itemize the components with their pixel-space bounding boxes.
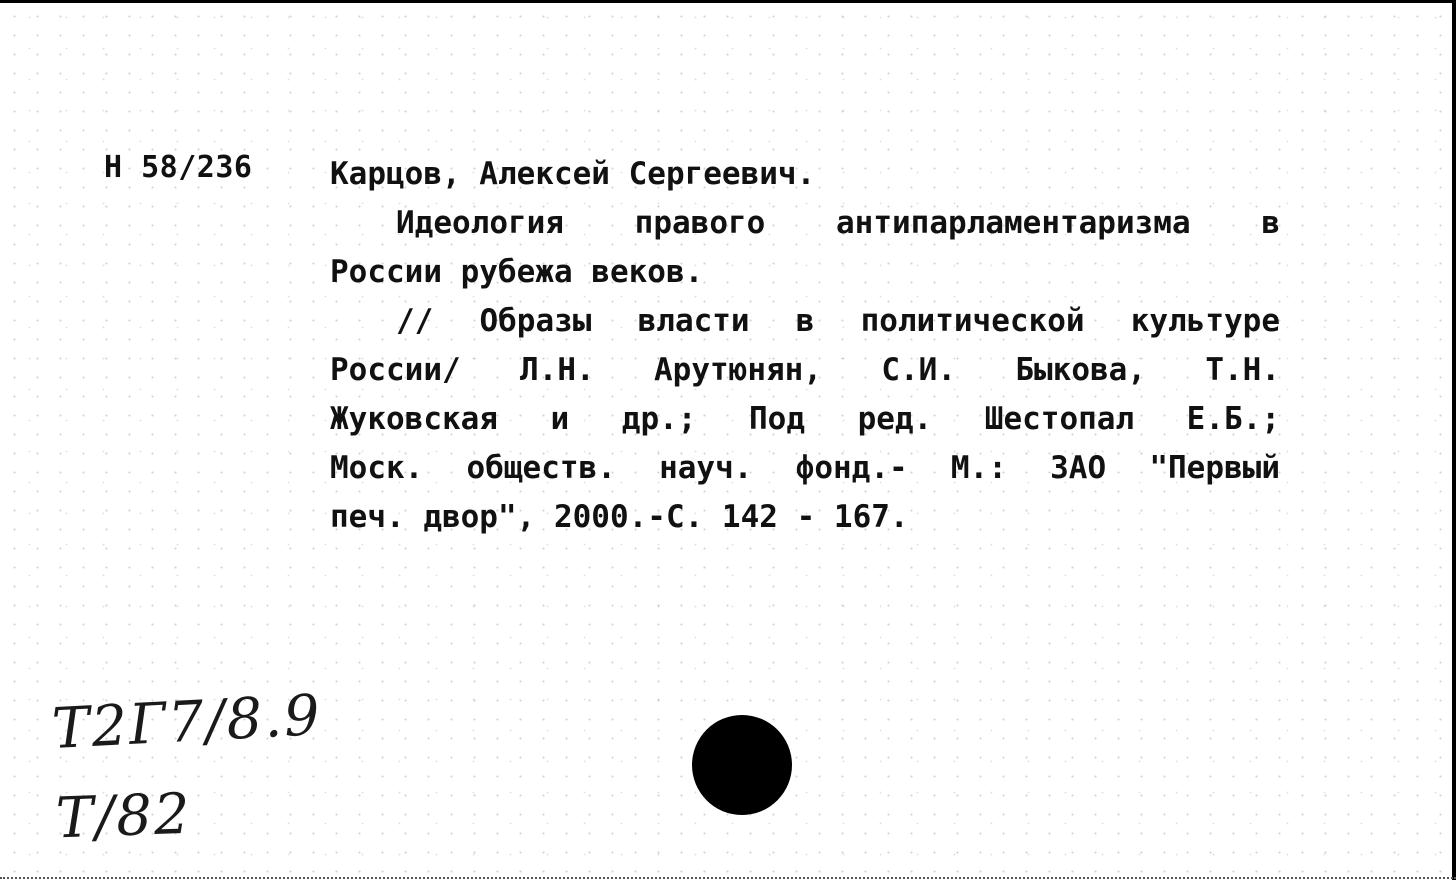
handwritten-call-number: T/82 [54,781,193,852]
punch-hole [692,715,792,815]
title-line: Идеология правого антипарламентаризма в [396,205,1280,241]
bibliographic-entry [330,150,1280,542]
source-line: Моск. обществ. науч. фонд.- М.: ЗАО "Первый [330,450,1280,486]
source-line: печ. двор", 2000.-С. 142 - 167. [330,499,909,535]
handwritten-call-number: T2Г7/8.9 [50,682,324,763]
author-line: Карцов, Алексей Сергеевич. [330,156,816,192]
source-line: // Образы власти в политической культуре [396,303,1280,339]
card-border-top [0,0,1456,3]
source-line: Жуковская и др.; Под ред. Шестопал Е.Б.; [330,401,1280,437]
title-line: России рубежа веков. [330,254,704,290]
card-border-right [1452,0,1456,880]
source-line: России/ Л.Н. Арутюнян, С.И. Быкова, Т.Н. [330,352,1280,388]
shelfmark: Н 58/236 [104,150,253,185]
